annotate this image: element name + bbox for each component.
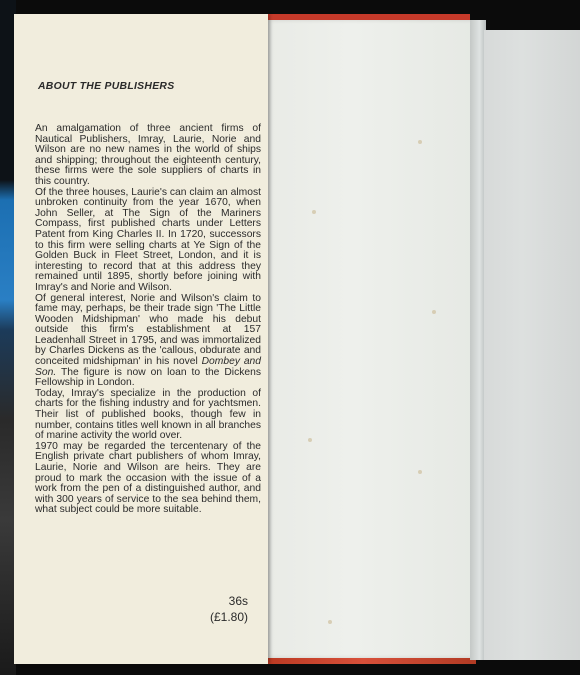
foxing-spot [432,310,436,314]
paragraph-amalgamation: An amalgamation of three ancient firms of Nautical Publishers, Imray, Laurie, Norie and Wilson are no new names in the world of ships and shipping; throughout the eighteenth century, these firms were the sole suppliers of charts in this country. [35,123,261,187]
price-shillings: 36s [228,594,248,608]
foxing-spot [418,140,422,144]
free-page [484,30,580,660]
midshipman-text: Of general interest, Norie and Wilson's claim to fame may, perhaps, be their trade sign 'The Little Wooden Midshipman' who made his debut outside this firm's establishment at 157 Leadenhall Street in 1795, and was immortalized by Charles Dickens as the 'callous, obdurate and conceited midshipman' in his novel [35,292,261,368]
foxing-spot [328,620,332,624]
price-pounds: (£1.80) [209,610,248,624]
flap-heading: ABOUT THE PUBLISHERS [38,81,175,92]
flap-body [35,124,261,516]
paragraph-midshipman [35,294,261,389]
novel-title: Dombey and Son. [35,356,261,378]
foxing-spot [308,438,312,442]
paragraph-today: Today, Imray's specialize in the production of charts for the fishing industry and for yachtsmen. Their list of published books, though few in number, contains titles well known in all branches of marine activity the world over. [35,387,261,442]
paragraph-history: Of the three houses, Laurie's can claim an almost unbroken continuity from the year 1670, when John Seller, at The Sign of the Mariners Compass, first published charts under Letters Patent from King Charles II. In 1720, successors to this firm were selling charts at Ye Sign of the Golden Buck in Fleet Street, London, and it is interesting to record that at this address they remained until 1895, shortly before joining with Imray's and Norie and Wilson. [35,186,261,293]
midshipman-text-end: The figure is now on loan to the Dickens Fellowship in London. [35,366,261,389]
foxing-spot [312,210,316,214]
endpaper [268,20,476,658]
foxing-spot [418,470,422,474]
paragraph-tercentenary: 1970 may be regarded the tercentenary of the English private chart publishers of whom Imray, Laurie, Norie and Wilson are heirs. They are proud to mark the occasion with the issue of a work from the pen of a distinguished author, and with 300 years of service to the sea behind them, what subject could be more suitable. [35,440,261,516]
dust-jacket-flap [14,14,268,664]
